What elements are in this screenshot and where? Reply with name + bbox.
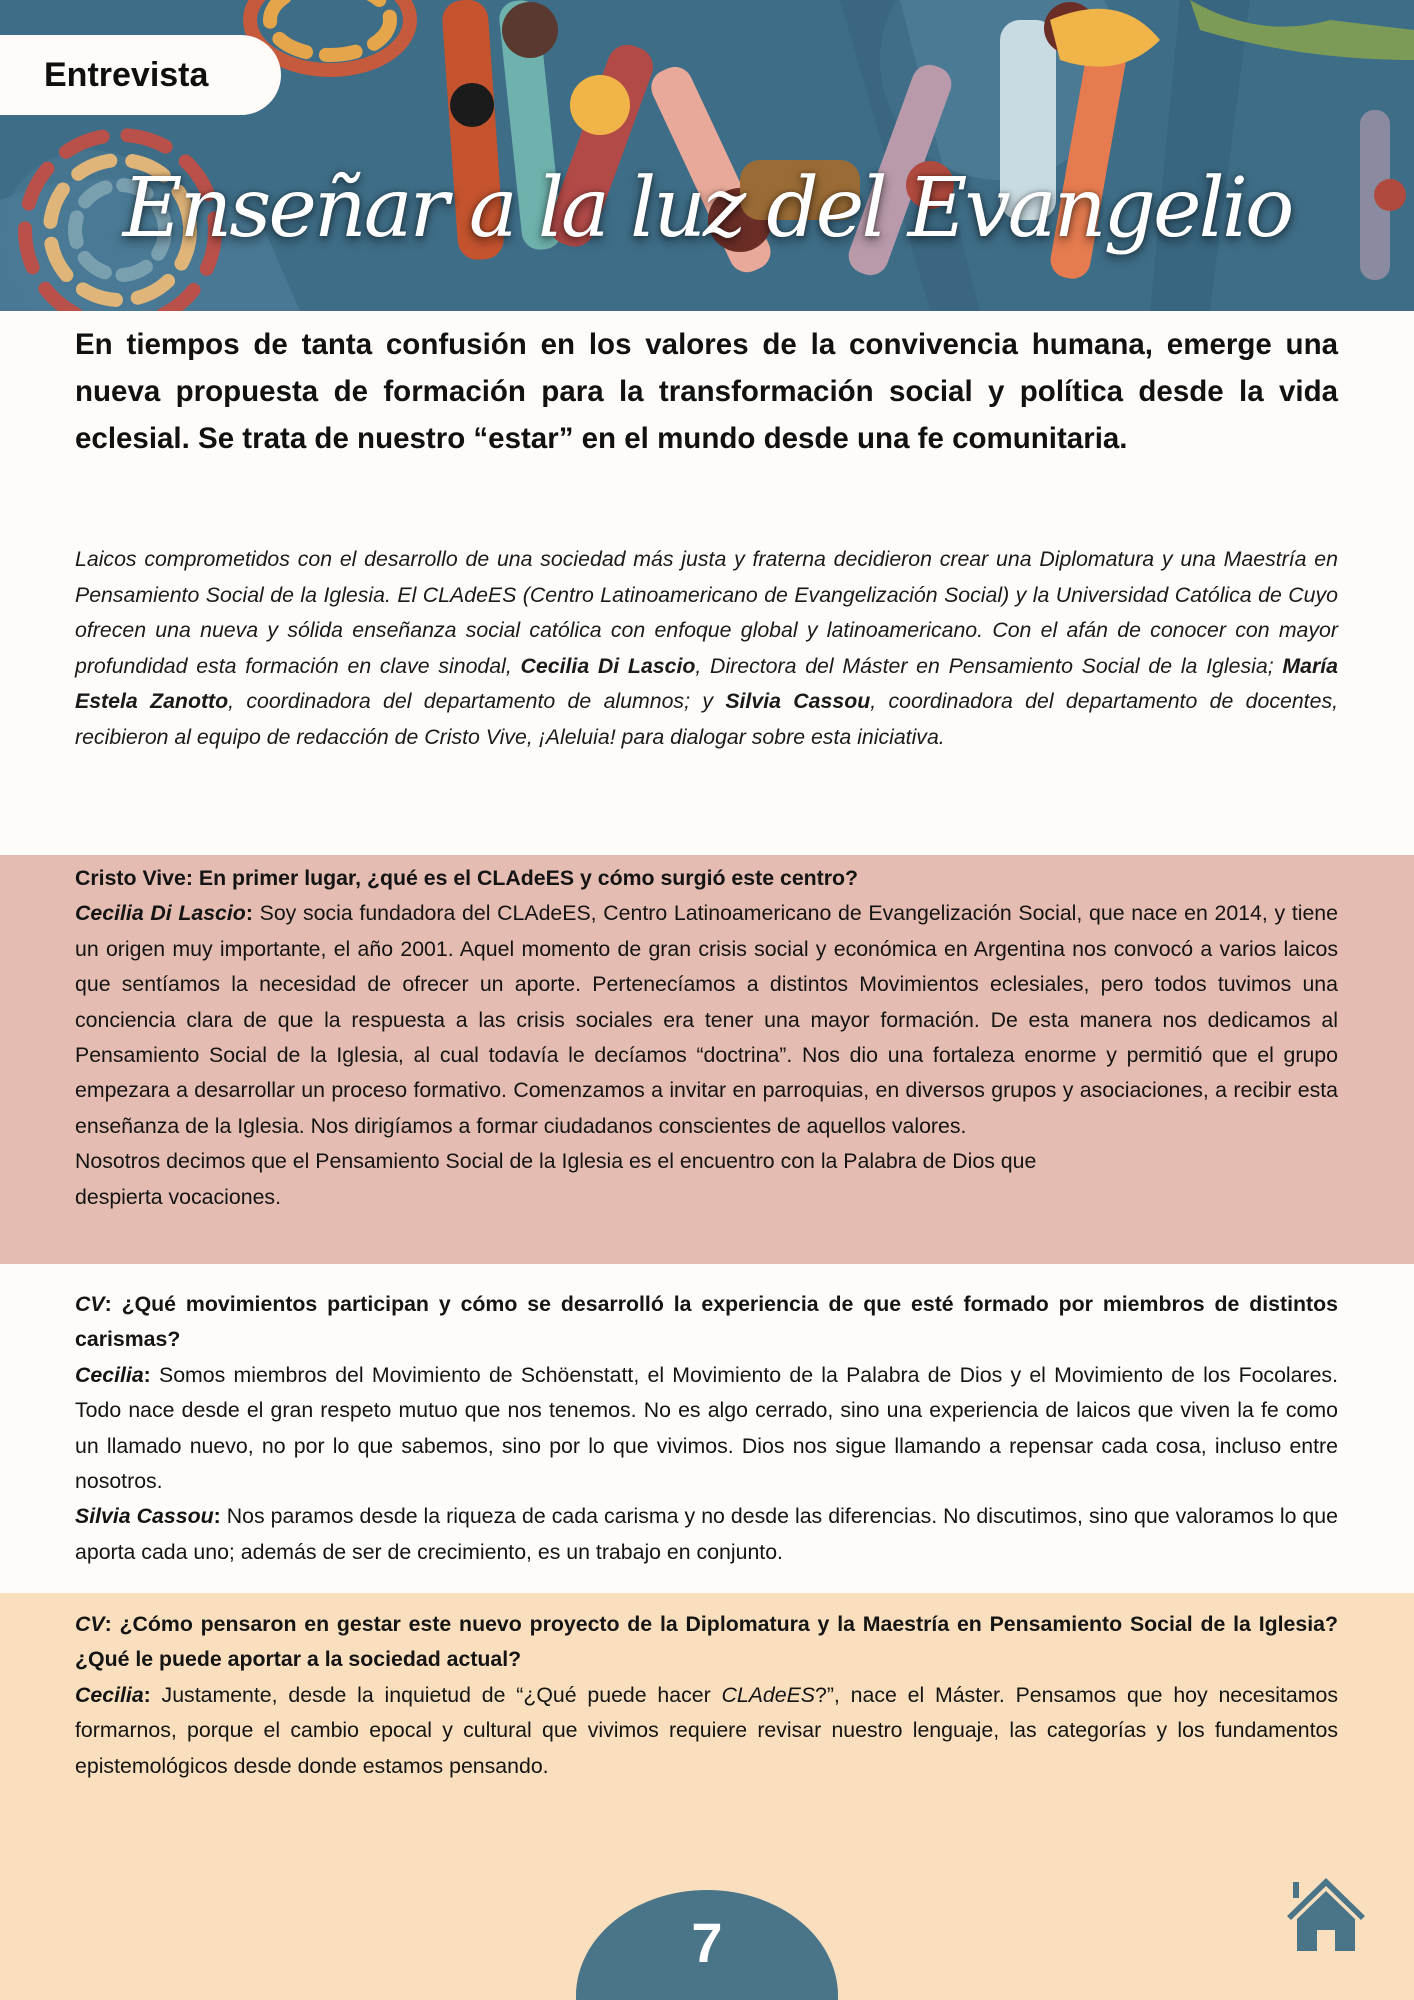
question-text: : En primer lugar, ¿qué es el CLAdeES y cómo surgió este centro? (185, 866, 859, 890)
answer-text: Justamente, desde la inquietud de “¿Qué puede hacer (150, 1682, 722, 1707)
answer (75, 1499, 1338, 1570)
question (75, 861, 1338, 896)
answer (75, 1678, 1338, 1784)
intro-text: , Directora del Máster en Pensamiento Social de la Iglesia; (695, 653, 1283, 678)
answer-continuation: despierta vocaciones. (75, 1184, 281, 1209)
answer-text: Somos miembros del Movimiento de Schöenstatt, el Movimiento de la Palabra de Dios y el Movimiento de los Focolares. Todo nace desde el gran respeto mutuo que nos tenemos. No es algo cerrado, sino una experiencia de laicos que viven la fe como un llamado nuevo, no por lo que sabemos, sino por lo que vivimos. Dios nos sigue llamando a repensar cada cosa, incluso entre nosotros. (75, 1362, 1338, 1494)
home-icon[interactable] (1285, 1878, 1367, 1954)
interviewee-name: Cecilia Di Lascio (520, 653, 696, 678)
speaker-colon: : (143, 1362, 151, 1387)
intro-text: , coordinadora del departamento de docentes, recibieron al equipo de redacción de Cristo Vive, ¡Aleluia! para dialogar sobre esta iniciativa. (75, 689, 1339, 749)
interviewee-name: Silvia Cassou (725, 689, 871, 714)
speaker-name: Cecilia (75, 1362, 144, 1387)
answer-text: ?”, nace el Máster. Pensamos que hoy necesitamos formarnos, porque el cambio epocal y cultural que vivimos requiere revisar nuestro lenguaje, las categorías y los fundamentos epistemológicos desde donde estamos pensando. (75, 1682, 1339, 1778)
speaker-name: Cecilia (75, 1682, 144, 1707)
lead-paragraph: En tiempos de tanta confusión en los valores de la convivencia humana, emerge una nueva propuesta de formación para la transformación social y política desde la vida eclesial. Se trata de nuestro “estar” en el mundo desde una fe comunitaria. (75, 328, 1338, 455)
answer (75, 1358, 1338, 1500)
question-prefix: Cristo Vive (75, 866, 186, 890)
qa-block-1 (75, 861, 1338, 1215)
intro-text: Laicos comprometidos con el desarrollo de una sociedad más justa y fraterna decidieron crear una Diplomatura y una Maestría en Pensamiento Social de la Iglesia. El CLAdeES (Centro Latinoamericano de Evangelización Social) y la Universidad Católica de Cuyo ofrecen una nueva y sólida enseñanza social católica con enfoque global y latinoamericano. Con el afán de conocer con mayor profundidad esta formación en clave sinodal, (75, 547, 1338, 678)
answer-text: Soy socia fundadora del CLAdeES, Centro Latinoamericano de Evangelización Social, que nace en 2014, y tiene un origen muy importante, el año 2001. Aquel momento de gran crisis social y económica en Argentina nos convocó a varios laicos que sentíamos la necesidad de ofrecer un aporte. Pertenecíamos a distintos Movimientos eclesiales, pero todos tuvimos una conciencia clara de que la respuesta a las crisis sociales era tener una mayor formación. De esta manera nos dedicamos al Pensamiento Social de la Iglesia, al cual todavía le decíamos “doctrina”. Nos dio una fortaleza enorme y permitió que el grupo empezara a desarrollar un proceso formativo. Comenzamos a invitar en parroquias, en diversos grupos y asociaciones, a recibir esta enseñanza de la Iglesia. Nos dirigíamos a formar ciudadanos conscientes de aquellos valores. (75, 901, 1338, 1138)
speaker-name: Silvia Cassou (75, 1504, 214, 1529)
question (75, 1607, 1338, 1678)
qa-block-2 (75, 1287, 1338, 1570)
qa-block-3 (75, 1607, 1338, 1784)
question (75, 1287, 1338, 1358)
intro-paragraph (75, 542, 1338, 756)
question-text: : ¿Cómo pensaron en gestar este nuevo proyecto de la Diplomatura y la Maestría en Pensamiento Social de la Iglesia? ¿Qué le puede aportar a la sociedad actual? (75, 1612, 1338, 1672)
intro-text: , coordinadora del departamento de alumnos; y (228, 689, 726, 714)
speaker-colon: : (245, 901, 253, 926)
speaker-colon: : (213, 1504, 221, 1529)
speaker-colon: : (143, 1682, 151, 1707)
header-banner (0, 0, 1414, 311)
answer-italic: CLAdeES (721, 1682, 815, 1707)
section-label: Entrevista (0, 35, 281, 115)
interviewee-name: María Estela Zanotto (75, 653, 1338, 714)
question-prefix: CV (75, 1612, 105, 1636)
page-number: 7 (691, 1911, 723, 1974)
answer (75, 896, 1338, 1144)
question-text: : ¿Qué movimientos participan y cómo se desarrolló la experiencia de que esté formado por miembros de distintos carismas? (75, 1292, 1338, 1352)
speaker-name: Cecilia Di Lascio (75, 901, 246, 926)
answer-text: Nos paramos desde la riqueza de cada carisma y no desde las diferencias. No discutimos, sino que valoramos lo que aporta cada uno; además de ser de crecimiento, es un trabajo en conjunto. (75, 1504, 1338, 1564)
article-title: Enseñar a la luz del Evangelio (122, 161, 1292, 256)
answer-continuation: Nosotros decimos que el Pensamiento Social de la Iglesia es el encuentro con la Palabra de Dios que (75, 1149, 1037, 1174)
question-prefix: CV (75, 1292, 105, 1316)
